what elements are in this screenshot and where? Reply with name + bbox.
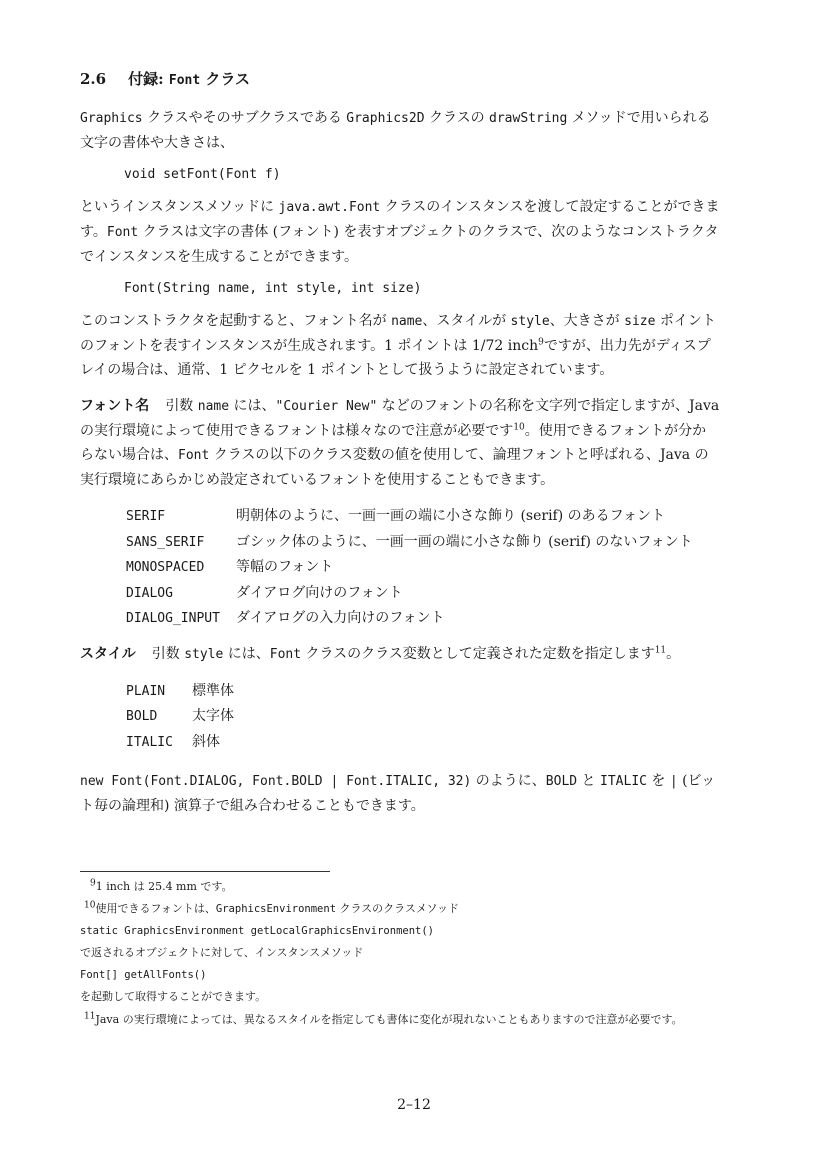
list-item: BOLD 太字体 [126, 708, 234, 724]
footnote-divider [80, 871, 330, 872]
list-item: SANS_SERIF ゴシック体のように、一画一画の端に小さな飾り (serif) のないフォント [126, 533, 693, 550]
paragraph-setfont: というインスタンスメソッドに java.awt.Font クラスのインスタンスを渡して設定することができます。Font クラスは文字の書体 (フォント) を表すオブジェクトのクラスで、次のようなコンストラクタでインスタンスを生成することができます。 [80, 199, 720, 265]
list-item: SERIF 明朝体のように、一画一画の端に小さな飾り (serif) のあるフォント [126, 508, 665, 524]
document-body [80, 66, 720, 826]
list-item: PLAIN 標準体 [126, 682, 234, 699]
list-item: DIALOG ダイアログ向けのフォント [126, 584, 403, 601]
code-setfont: void setFont(Font f) [124, 167, 281, 182]
intro-paragraph: Graphics クラスやそのサブクラスである Graphics2D クラスの drawString メソッドで用いられる文字の書体や大きさは、 [80, 110, 711, 151]
footnote-10-text-2: で返されるオブジェクトに対して、インスタンスメソッド [80, 946, 364, 959]
paragraph-constructor: このコンストラクタを起動すると、フォント名が name、スタイルが style、大きさが size ポイントのフォントを表すインスタンスが生成されます。1 ポイントは 1/72 inch$^9$ですが、出力先がディスプレイの場合は、通常、1 ピクセルを 1 ポイントとして扱うように設定されています。 [80, 313, 716, 378]
footnote-10: $^{10}$使用できるフォントは、GraphicsEnvironment クラスのクラスメソッド [84, 900, 459, 915]
paragraph-font-name: フォント名 引数 name には、"Courier New" などのフォントの名称を文字列で指定しますが、Java の実行環境によって使用できるフォントは様々なので注意が必要です$^{10}$。使用できるフォントが分からない場合は、Font クラスの以下のクラス変数の値を使用して、論理フォントと呼ばれる、Java の実行環境にあらかじめ設定されているフォントを使用することもできます。 [80, 398, 720, 488]
footnote-10-code-1: static GraphicsEnvironment getLocalGraphicsEnvironment() [80, 925, 435, 937]
footnote-11: $^{11}$Java の実行環境によっては、異なるスタイルを指定しても書体に変化が現れないこともありますので注意が必要です。 [84, 1011, 683, 1026]
font-name-label: フォント名 [80, 398, 150, 414]
list-item: ITALIC 斜体 [126, 733, 220, 750]
paragraph-style: スタイル 引数 style には、Font クラスのクラス変数として定義された定数を指定します$^{11}$。 [80, 644, 681, 662]
footnote-10-text-3: を起動して取得することができます。 [80, 990, 267, 1003]
section-heading: 2.6 付録: Font クラス [80, 70, 250, 88]
footnote-ref-10[interactable]: 10 [513, 422, 525, 433]
list-item: MONOSPACED 等幅のフォント [126, 559, 334, 575]
paragraph-combine: new Font(Font.DIALOG, Font.BOLD | Font.ITALIC, 32) のように、BOLD と ITALIC を | (ビット毎の論理和) 演算子で組み合わせることもできます。 [80, 773, 716, 814]
code-constructor: Font(String name, int style, int size) [124, 281, 422, 296]
page-number: 2–12 [397, 1097, 431, 1113]
list-item: DIALOG_INPUT ダイアログの入力向けのフォント [126, 610, 445, 626]
footnote-ref-11[interactable]: 11 [654, 644, 667, 655]
font-constant-list [126, 504, 720, 632]
footnotes [80, 876, 720, 1028]
section-number: 2.6 [80, 70, 107, 88]
footnote-10-code-2: Font[] getAllFonts() [80, 969, 207, 981]
footnote-ref-9[interactable]: 9 [538, 337, 544, 348]
footnote-9: $^9$1 inch は 25.4 mm です。 [90, 878, 233, 893]
style-label: スタイル [80, 645, 136, 662]
style-constant-list [126, 679, 720, 756]
